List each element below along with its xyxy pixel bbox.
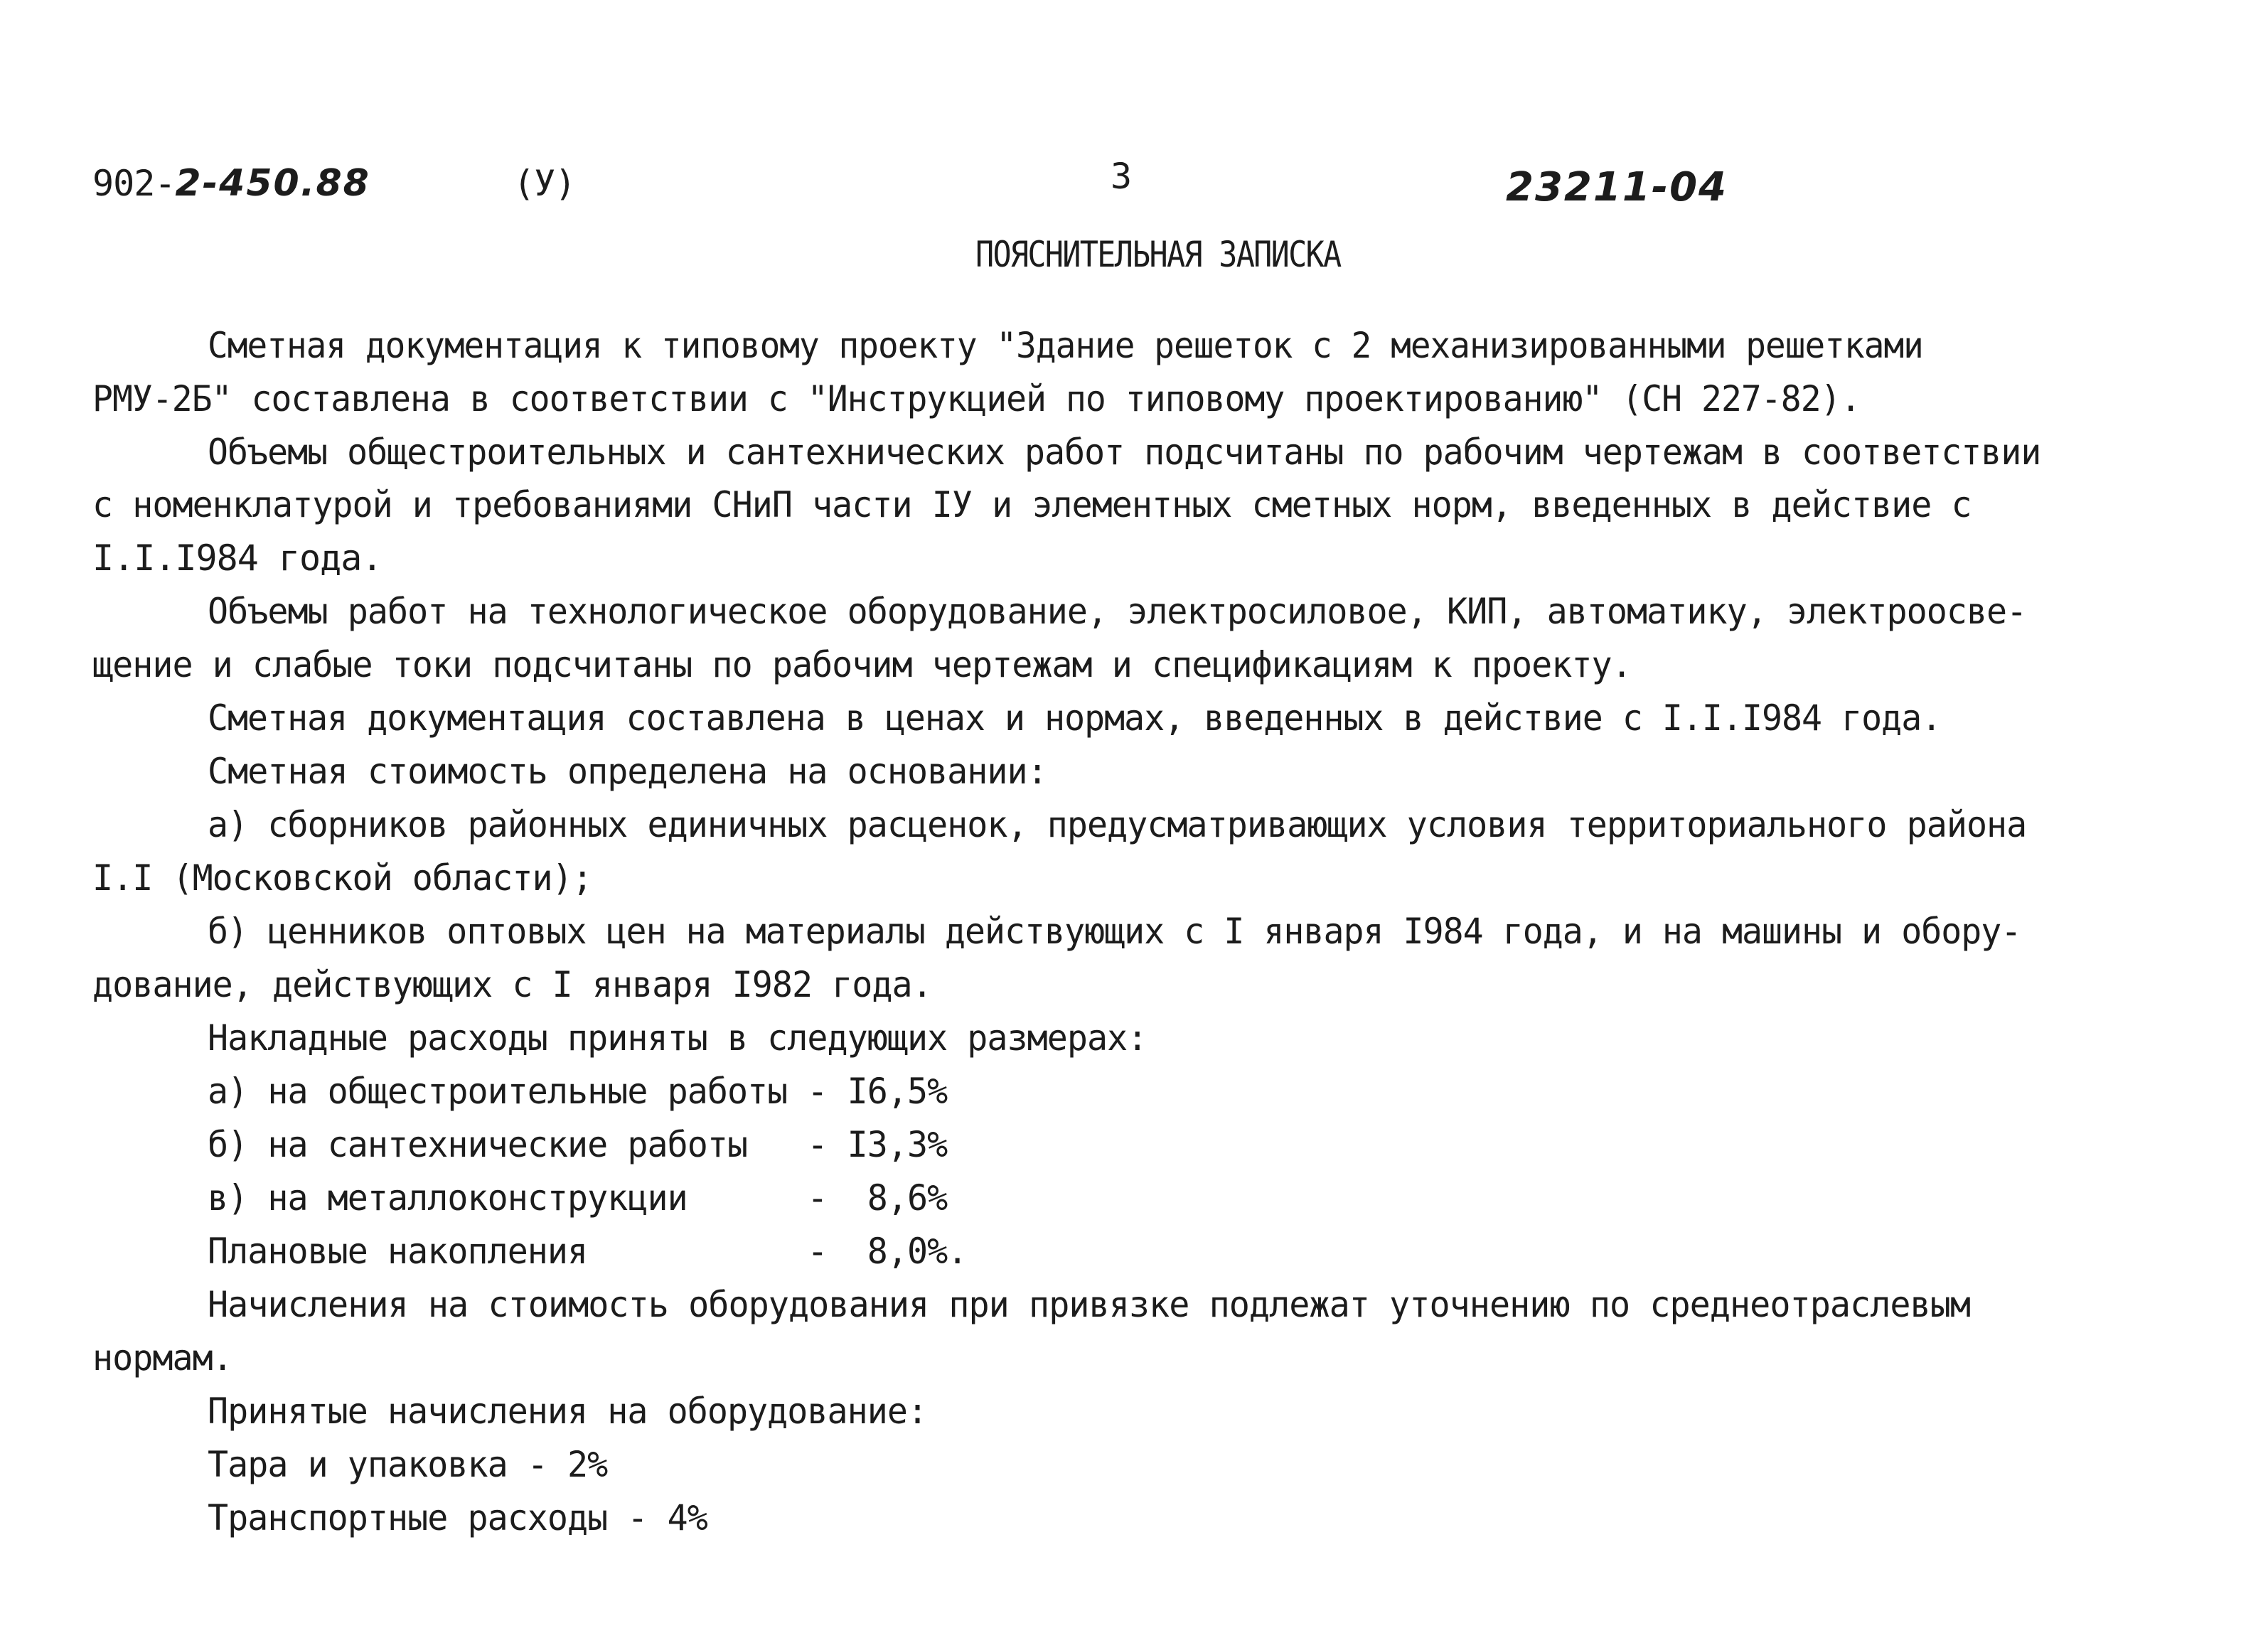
overhead-item-metal: в) на металлоконструкции - 8,6%: [208, 1177, 948, 1219]
volume-mark: (У): [513, 163, 576, 204]
paragraph-1-line-1: Сметная документация к типовому проекту "Здание решеток с 2 механизированными решетками: [208, 325, 1923, 366]
list-a-line-1: а) сборников районных единичных расценок, предусматривающих условия территориального района: [208, 804, 2027, 845]
paragraph-equipment-line-2: нормам.: [92, 1337, 232, 1379]
series-number-handwritten: 2-450.88: [175, 162, 370, 205]
overhead-heading: Накладные расходы приняты в следующих размерах:: [208, 1017, 1148, 1059]
paragraph-4: Сметная документация составлена в ценах и нормах, введенных в действие с I.I.I984 года.: [208, 697, 1942, 739]
charge-packaging: Тара и упаковка - 2%: [208, 1444, 608, 1485]
list-b-line-2: дование, действующих с I января I982 года.: [92, 964, 932, 1005]
paragraph-equipment-line-1: Начисления на стоимость оборудования при привязке подлежат уточнению по среднеотраслевым: [208, 1284, 1971, 1325]
paragraph-1-line-2: РМУ-2Б" составлена в соответствии с "Инструкцией по типовому проектированию" (СН 227-82).: [92, 378, 1861, 419]
charge-transport: Транспортные расходы - 4%: [208, 1497, 707, 1538]
list-a-line-2: I.I (Московской области);: [92, 857, 592, 899]
paragraph-2-line-3: I.I.I984 года.: [92, 537, 383, 579]
overhead-item-general: а) на общестроительные работы - I6,5%: [208, 1071, 948, 1112]
paragraph-5: Сметная стоимость определена на основании:: [208, 751, 1047, 792]
page-number: 3: [1111, 156, 1132, 197]
document-title: ПОЯСНИТЕЛЬНАЯ ЗАПИСКА: [975, 234, 1341, 275]
overhead-item-sanitary: б) на сантехнические работы - I3,3%: [208, 1124, 948, 1165]
paragraph-2-line-1: Объемы общестроительных и сантехнических работ подсчитаны по рабочим чертежам в соответствии: [208, 432, 2041, 473]
series-prefix: 902-: [92, 163, 176, 204]
document-series-code: [92, 162, 370, 205]
list-b-line-1: б) ценников оптовых цен на материалы действующих с I января I984 года, и на машины и обору-: [208, 911, 2021, 952]
inventory-number-handwritten: 23211-04: [1506, 164, 1728, 210]
paragraph-3-line-1: Объемы работ на технологическое оборудование, электросиловое, КИП, автоматику, электроосве-: [208, 591, 2027, 632]
planned-savings: Плановые накопления - 8,0%.: [208, 1231, 968, 1272]
paragraph-3-line-2: щение и слабые токи подсчитаны по рабочим чертежам и спецификациям к проекту.: [92, 644, 1632, 685]
paragraph-2-line-2: с номенклатурой и требованиями СНиП части IУ и элементных сметных норм, введенных в действие с: [92, 484, 1972, 525]
equipment-charges-heading: Принятые начисления на оборудование:: [208, 1391, 928, 1432]
